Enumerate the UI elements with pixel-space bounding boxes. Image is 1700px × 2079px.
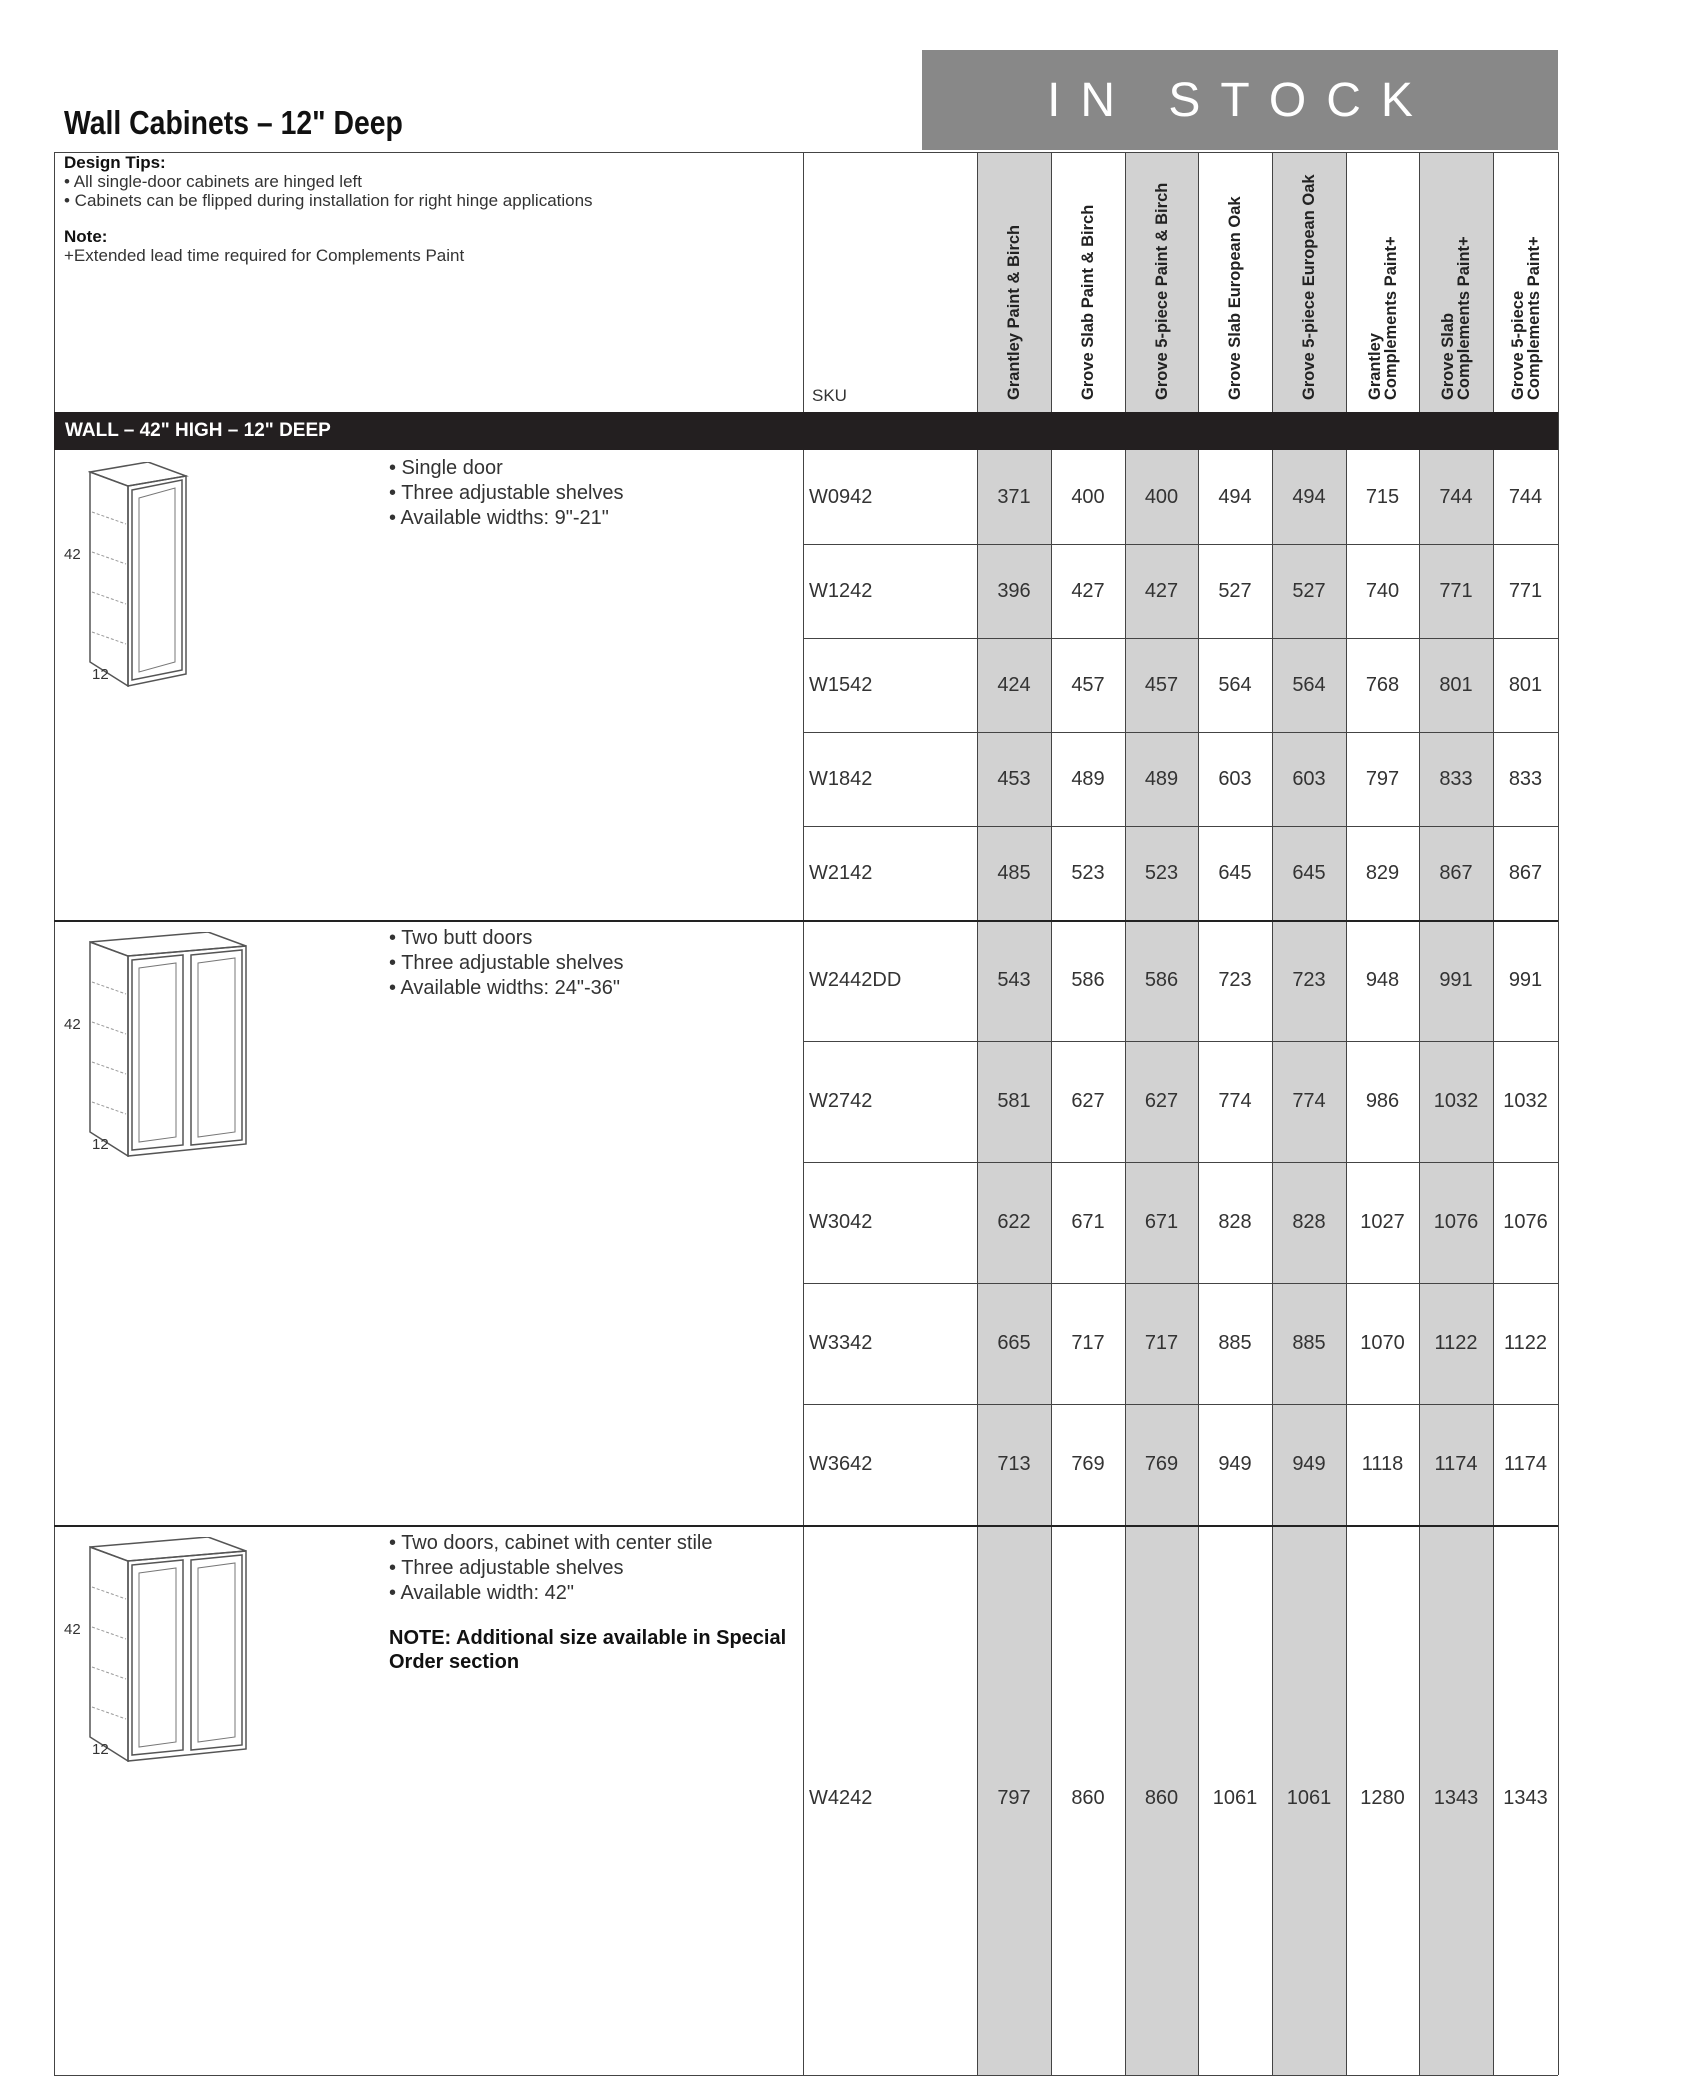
price-cell: 424 bbox=[997, 673, 1031, 696]
sku-cell: W3042 bbox=[809, 1211, 873, 1233]
special-order-note: NOTE: Additional size available in Special Order section bbox=[389, 1627, 787, 1673]
table-rule bbox=[54, 2075, 1558, 2076]
price-cell: 740 bbox=[1365, 579, 1400, 602]
price-cell: 801 bbox=[1508, 673, 1543, 696]
price-cell: 771 bbox=[1508, 579, 1543, 602]
price-cell: 427 bbox=[1144, 579, 1179, 602]
price-cell: 1061 bbox=[1212, 1787, 1258, 1809]
price-cell: 400 bbox=[1144, 485, 1179, 508]
price-cell: 717 bbox=[1144, 1332, 1179, 1354]
price-cell: 744 bbox=[1439, 485, 1473, 508]
page-title: Wall Cabinets – 12" Deep bbox=[64, 104, 403, 141]
description-bullet: • Single door bbox=[389, 457, 503, 479]
price-cell: 527 bbox=[1292, 579, 1326, 602]
price-cell: 1061 bbox=[1286, 1787, 1332, 1809]
price-cell: 991 bbox=[1439, 969, 1473, 991]
price-cell: 489 bbox=[1071, 767, 1105, 790]
price-cell: 485 bbox=[997, 861, 1031, 884]
description-bullet: • Three adjustable shelves bbox=[389, 1557, 624, 1579]
sku-cell: W3642 bbox=[809, 1453, 873, 1475]
cabinet-illustration bbox=[88, 462, 208, 692]
column-header-label: Grove 5-piece Complements Paint+ bbox=[1508, 236, 1543, 400]
column-header bbox=[977, 152, 1051, 410]
price-cell: 1280 bbox=[1360, 1787, 1405, 1809]
column-header bbox=[1198, 152, 1272, 410]
sku-cell: W4242 bbox=[809, 1787, 873, 1809]
sku-cell: W3342 bbox=[809, 1332, 873, 1354]
price-cell: 627 bbox=[1071, 1090, 1105, 1112]
price-cell: 723 bbox=[1218, 969, 1252, 991]
depth-dimension-label: 12 bbox=[92, 1741, 109, 1758]
in-stock-banner: IN STOCK bbox=[922, 50, 1558, 150]
price-cell: 494 bbox=[1292, 485, 1326, 508]
price-cell: 453 bbox=[997, 767, 1031, 790]
price-cell: 986 bbox=[1365, 1090, 1400, 1112]
price-cell: 717 bbox=[1071, 1332, 1105, 1354]
price-cell: 371 bbox=[997, 485, 1031, 508]
cabinet-description bbox=[389, 456, 789, 531]
price-cell: 1122 bbox=[1503, 1332, 1547, 1354]
price-cell: 1032 bbox=[1503, 1090, 1548, 1112]
cabinet-description bbox=[389, 1531, 789, 1674]
column-header bbox=[1125, 152, 1198, 410]
sku-cell: W1242 bbox=[809, 579, 873, 602]
price-cell: 860 bbox=[1144, 1787, 1179, 1809]
design-tips-heading: Design Tips: bbox=[64, 153, 166, 172]
price-cell: 603 bbox=[1292, 767, 1326, 790]
price-cell: 603 bbox=[1218, 767, 1252, 790]
note-heading: Note: bbox=[64, 227, 108, 246]
sku-cell: W1842 bbox=[809, 767, 873, 790]
price-cell: 427 bbox=[1071, 579, 1105, 602]
price-cell: 627 bbox=[1144, 1090, 1179, 1112]
single-door-cabinet-illustration bbox=[88, 462, 208, 687]
design-tip-item: • Cabinets can be flipped during installation for right hinge applications bbox=[64, 191, 593, 210]
price-cell: 797 bbox=[997, 1787, 1031, 1809]
price-cell: 797 bbox=[1365, 767, 1400, 790]
price-cell: 581 bbox=[997, 1090, 1031, 1112]
price-cell: 586 bbox=[1144, 969, 1179, 991]
price-cell: 564 bbox=[1292, 673, 1326, 696]
price-cell: 1174 bbox=[1434, 1453, 1478, 1475]
height-dimension-label: 42 bbox=[64, 1016, 81, 1033]
table-rule bbox=[1558, 152, 1559, 2075]
price-cell: 991 bbox=[1508, 969, 1543, 991]
price-cell: 457 bbox=[1144, 673, 1179, 696]
price-cell: 671 bbox=[1144, 1211, 1179, 1233]
price-cell: 833 bbox=[1439, 767, 1473, 790]
cabinet-description bbox=[389, 926, 789, 1001]
column-header bbox=[1272, 152, 1346, 410]
description-bullet: • Available widths: 9"-21" bbox=[389, 507, 609, 529]
price-cell: 949 bbox=[1292, 1453, 1326, 1475]
description-bullet: • Three adjustable shelves bbox=[389, 482, 624, 504]
description-bullet: • Available widths: 24"-36" bbox=[389, 977, 620, 999]
depth-dimension-label: 12 bbox=[92, 1136, 109, 1153]
sku-cell: W1542 bbox=[809, 673, 873, 696]
price-cell: 543 bbox=[997, 969, 1031, 991]
double-door-cabinet-illustration bbox=[88, 932, 268, 1157]
price-cell: 622 bbox=[997, 1211, 1031, 1233]
column-header bbox=[1493, 152, 1558, 410]
description-bullet: • Available width: 42" bbox=[389, 1582, 574, 1604]
price-cell: 1032 bbox=[1433, 1090, 1479, 1112]
description-bullet: • Three adjustable shelves bbox=[389, 952, 624, 974]
cabinet-illustration bbox=[88, 1537, 268, 1767]
price-cell: 828 bbox=[1218, 1211, 1252, 1233]
price-cell: 489 bbox=[1144, 767, 1179, 790]
height-dimension-label: 42 bbox=[64, 1621, 81, 1638]
price-cell: 867 bbox=[1508, 861, 1543, 884]
price-cell: 948 bbox=[1365, 969, 1400, 991]
price-cell: 723 bbox=[1292, 969, 1326, 991]
price-cell: 1070 bbox=[1360, 1332, 1405, 1354]
price-cell: 396 bbox=[997, 579, 1031, 602]
price-cell: 715 bbox=[1365, 485, 1400, 508]
price-cell: 1076 bbox=[1433, 1211, 1479, 1233]
price-cell: 1118 bbox=[1361, 1453, 1404, 1475]
price-cell: 527 bbox=[1218, 579, 1252, 602]
price-cell: 1174 bbox=[1503, 1453, 1547, 1475]
sku-cell: W2142 bbox=[809, 861, 873, 884]
height-dimension-label: 42 bbox=[64, 546, 81, 563]
price-cell: 771 bbox=[1439, 579, 1473, 602]
price-cell: 564 bbox=[1218, 673, 1252, 696]
price-cell: 774 bbox=[1292, 1090, 1326, 1112]
price-cell: 885 bbox=[1292, 1332, 1326, 1354]
price-cell: 523 bbox=[1144, 861, 1179, 884]
price-cell: 1343 bbox=[1503, 1787, 1548, 1809]
price-cell: 400 bbox=[1071, 485, 1105, 508]
price-cell: 744 bbox=[1508, 485, 1543, 508]
sku-column-header: SKU bbox=[812, 386, 847, 405]
price-cell: 671 bbox=[1071, 1211, 1105, 1233]
price-cell: 645 bbox=[1218, 861, 1252, 884]
column-header-label: Grove 5-piece Paint & Birch bbox=[1152, 182, 1171, 400]
sku-cell: W2742 bbox=[809, 1090, 873, 1112]
column-header-label: Grove Slab Complements Paint+ bbox=[1439, 236, 1473, 400]
price-cell: 867 bbox=[1439, 861, 1473, 884]
column-header-label: Grove 5-piece European Oak bbox=[1300, 174, 1318, 400]
design-tips bbox=[64, 153, 794, 265]
column-header bbox=[1051, 152, 1125, 410]
price-cell: 586 bbox=[1071, 969, 1105, 991]
description-bullet: • Two butt doors bbox=[389, 927, 533, 949]
price-cell: 494 bbox=[1218, 485, 1252, 508]
price-cell: 829 bbox=[1365, 861, 1400, 884]
price-cell: 949 bbox=[1218, 1453, 1252, 1475]
table-rule bbox=[54, 152, 1558, 153]
column-header-label: Grove Slab European Oak bbox=[1226, 196, 1244, 400]
description-bullet: • Two doors, cabinet with center stile bbox=[389, 1532, 713, 1554]
sku-cell: W2442DD bbox=[809, 969, 902, 991]
price-cell: 768 bbox=[1365, 673, 1400, 696]
price-cell: 885 bbox=[1218, 1332, 1252, 1354]
column-header bbox=[1346, 152, 1419, 410]
note-text: +Extended lead time required for Complements Paint bbox=[64, 246, 465, 265]
price-cell: 769 bbox=[1071, 1453, 1105, 1475]
column-header-label: Grove Slab Paint & Birch bbox=[1079, 204, 1097, 400]
price-cell: 801 bbox=[1439, 673, 1473, 696]
column-header bbox=[1419, 152, 1493, 410]
price-cell: 774 bbox=[1218, 1090, 1252, 1112]
price-cell: 860 bbox=[1071, 1787, 1105, 1809]
price-cell: 523 bbox=[1071, 861, 1105, 884]
column-header-label: Grantley Paint & Birch bbox=[1005, 224, 1023, 400]
price-cell: 828 bbox=[1292, 1211, 1326, 1233]
sku-cell: W0942 bbox=[809, 485, 873, 508]
depth-dimension-label: 12 bbox=[92, 666, 109, 683]
cabinet-illustration bbox=[88, 932, 268, 1162]
price-cell: 769 bbox=[1144, 1453, 1179, 1475]
price-cell: 665 bbox=[997, 1332, 1031, 1354]
design-tip-item: • All single-door cabinets are hinged left bbox=[64, 172, 362, 191]
price-cell: 645 bbox=[1292, 861, 1326, 884]
price-cell: 1027 bbox=[1360, 1211, 1405, 1233]
price-cell: 457 bbox=[1071, 673, 1105, 696]
price-cell: 713 bbox=[997, 1453, 1031, 1475]
double-door-cabinet-illustration bbox=[88, 1537, 268, 1762]
column-header-label: Grantley Complements Paint+ bbox=[1365, 236, 1400, 400]
price-cell: 1076 bbox=[1503, 1211, 1548, 1233]
price-cell: 1122 bbox=[1434, 1332, 1478, 1354]
price-cell: 1343 bbox=[1433, 1787, 1479, 1809]
price-cell: 833 bbox=[1508, 767, 1543, 790]
section-header: WALL – 42" HIGH – 12" DEEP bbox=[54, 412, 1558, 450]
